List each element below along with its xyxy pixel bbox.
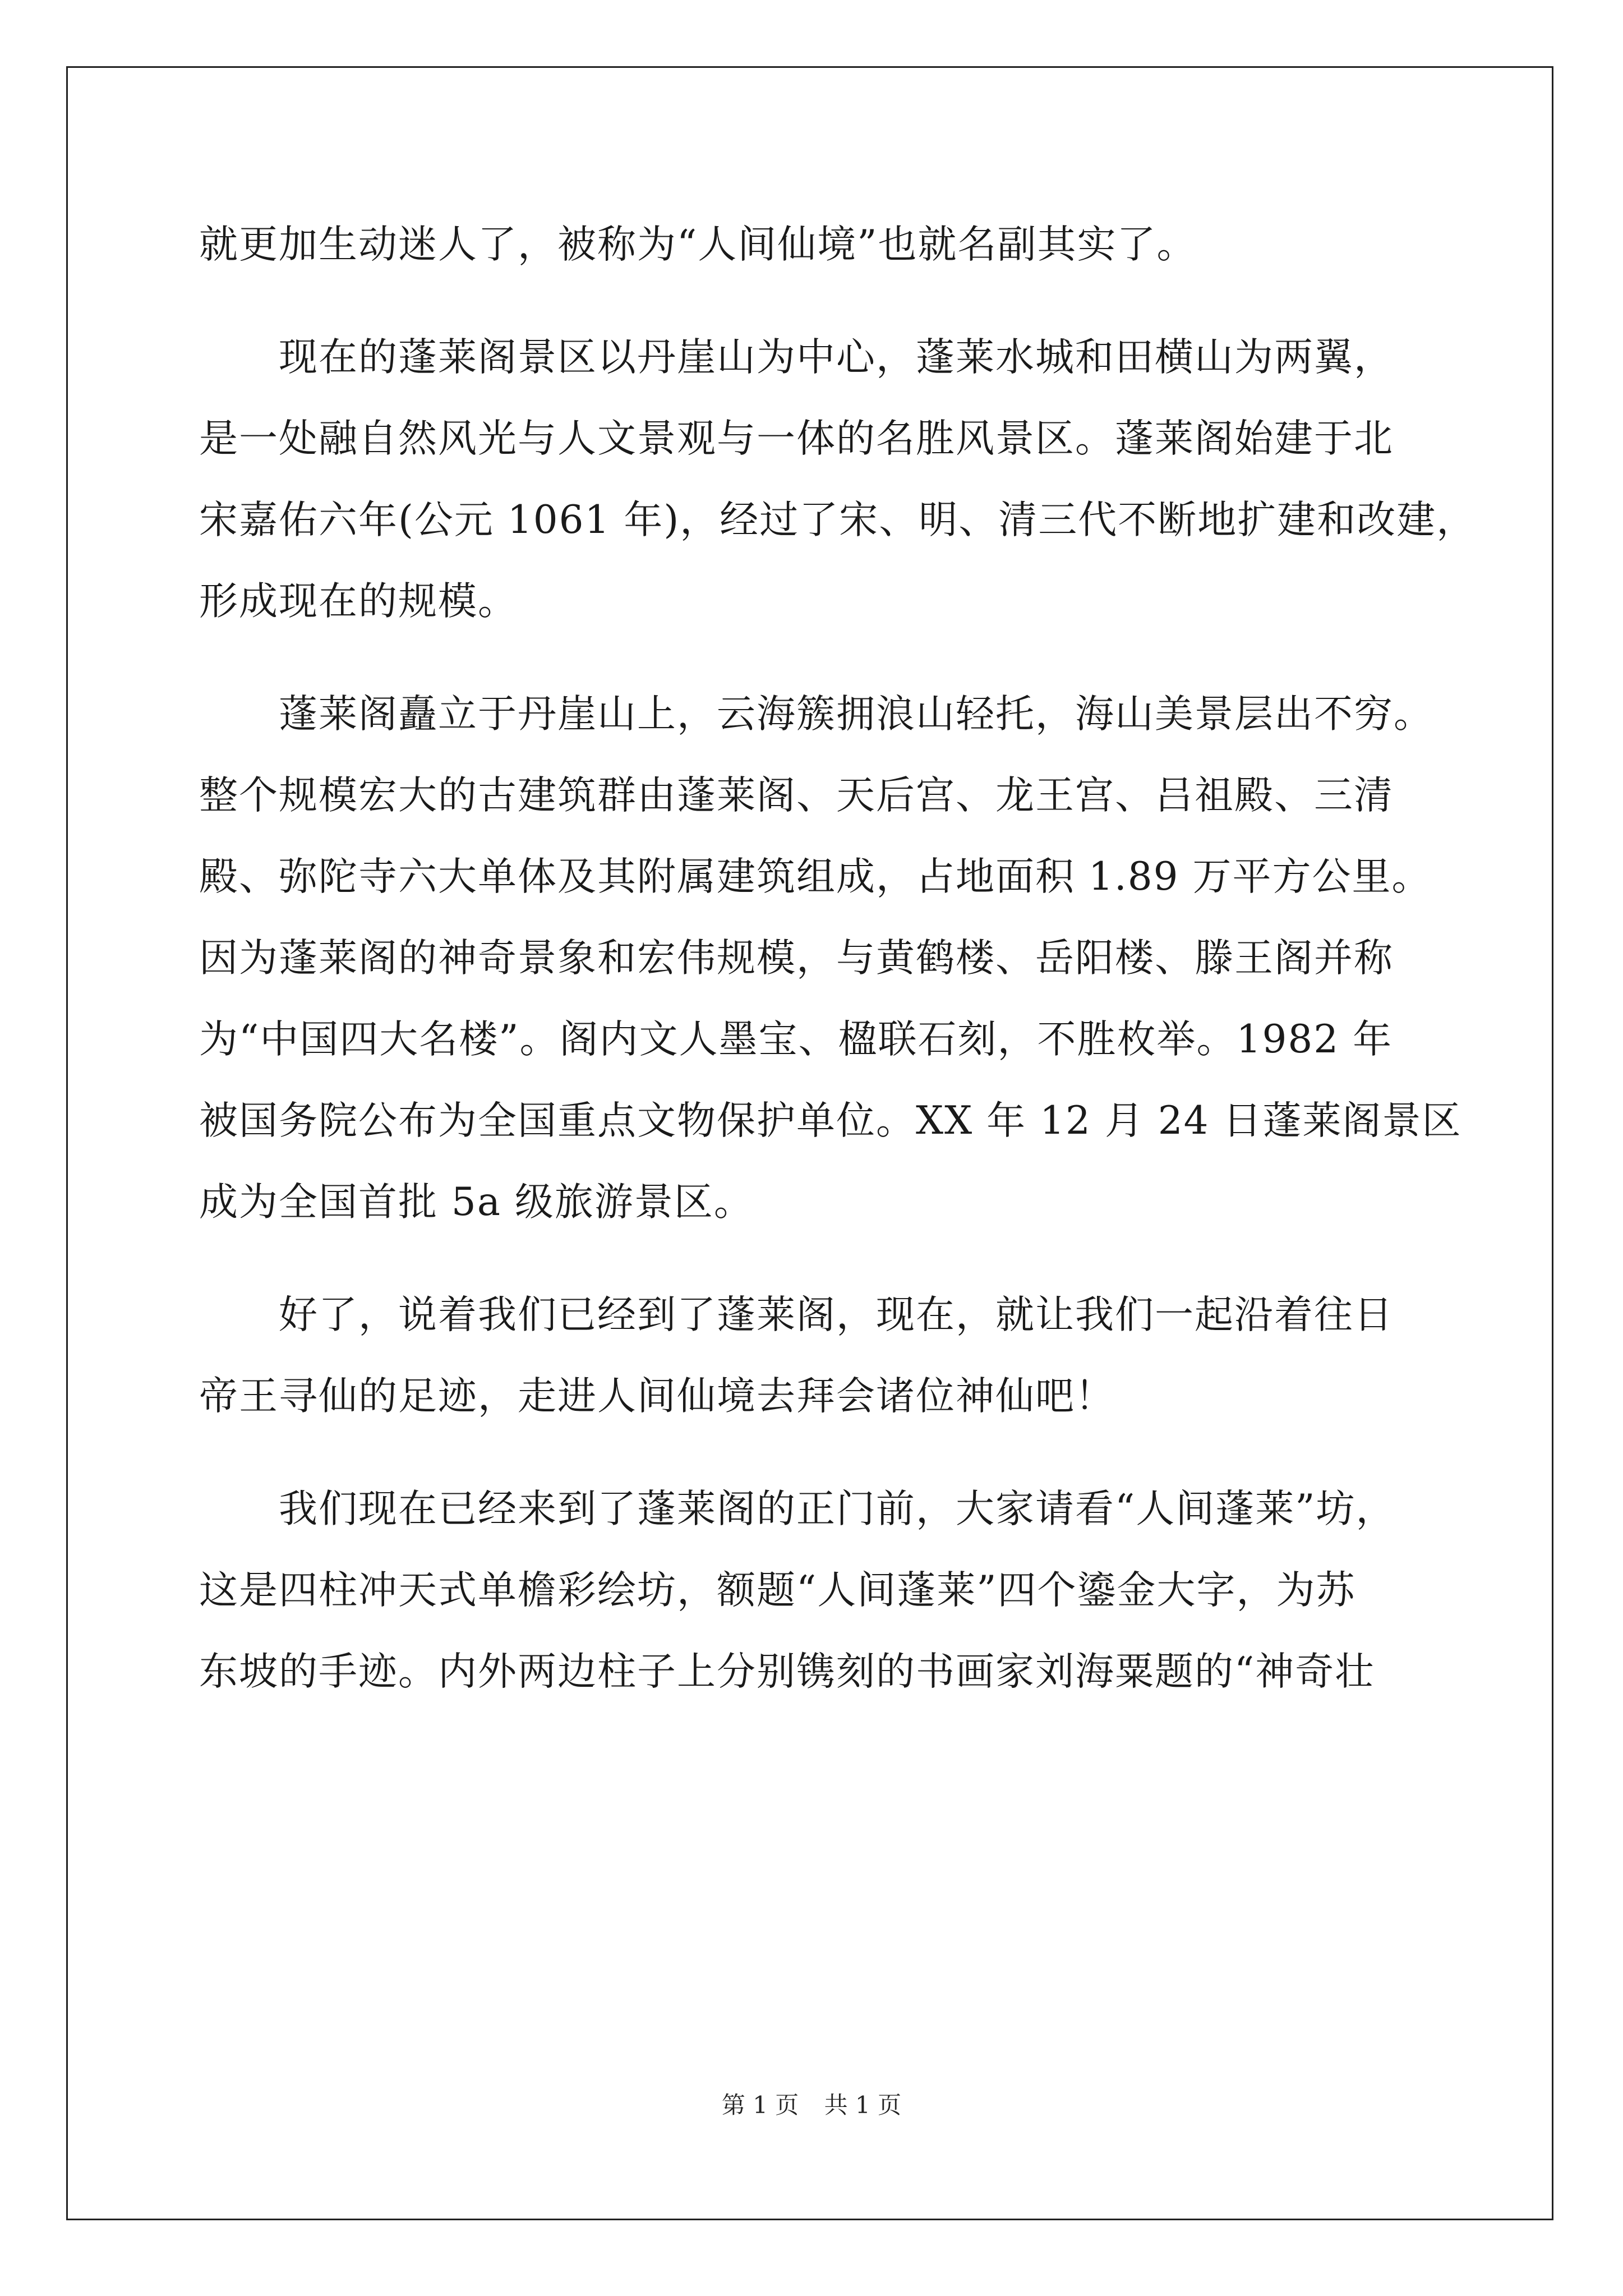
page-number: 第 1 页	[721, 2091, 799, 2119]
text-line: 东坡的手迹。内外两边柱子上分别镌刻的书画家刘海粟题的“神奇壮	[199, 1649, 1375, 1694]
paragraph	[199, 1469, 1433, 1713]
text-line: 被国务院公布为全国重点文物保护单位。XX 年 12 月 24 日蓬莱阁景区	[199, 1098, 1462, 1143]
text-line: 好了，说着我们已经到了蓬莱阁，现在，就让我们一起沿着往日	[199, 1292, 1394, 1337]
text-line: 就更加生动迷人了，被称为“人间仙境”也就名副其实了。	[199, 222, 1197, 267]
text-line: 因为蓬莱阁的神奇景象和宏伟规模，与黄鹤楼、岳阳楼、滕王阁并称	[199, 936, 1394, 981]
text-line: 形成现在的规模。	[199, 579, 518, 624]
paragraph	[199, 1274, 1433, 1437]
text-line: 这是四柱冲天式单檐彩绘坊，额题“人间蓬莱”四个鎏金大字，为苏	[199, 1568, 1356, 1613]
text-line: 我们现在已经来到了蓬莱阁的正门前，大家请看“人间蓬莱”坊，	[199, 1487, 1396, 1531]
text-line: 帝王寻仙的足迹，走进人间仙境去拜会诸位神仙吧！	[199, 1374, 1115, 1419]
text-line: 是一处融自然风光与人文景观与一体的名胜风景区。蓬莱阁始建于北	[199, 416, 1394, 461]
page-total: 共 1 页	[824, 2091, 902, 2119]
text-line: 成为全国首批 5a 级旅游景区。	[199, 1180, 754, 1225]
paragraph	[199, 674, 1462, 1243]
paragraph	[199, 204, 1433, 286]
text-line: 殿、弥陀寺六大单体及其附属建筑组成，占地面积 1.89 万平方公里。	[199, 854, 1432, 899]
page-footer	[0, 2087, 1623, 2120]
text-line: 整个规模宏大的古建筑群由蓬莱阁、天后宫、龙王宫、吕祖殿、三清	[199, 773, 1394, 818]
text-line: 为“中国四大名楼”。阁内文人墨宝、楹联石刻，不胜枚举。1982 年	[199, 1017, 1393, 1062]
paragraph	[199, 317, 1477, 642]
text-line: 宋嘉佑六年(公元 1061 年)，经过了宋、明、清三代不断地扩建和改建，	[199, 498, 1477, 542]
text-line: 现在的蓬莱阁景区以丹崖山为中心，蓬莱水城和田横山为两翼，	[199, 335, 1394, 380]
text-line: 蓬莱阁矗立于丹崖山上，云海簇拥浪山轻托，海山美景层出不穷。	[199, 692, 1433, 737]
document-body	[199, 204, 1477, 1713]
